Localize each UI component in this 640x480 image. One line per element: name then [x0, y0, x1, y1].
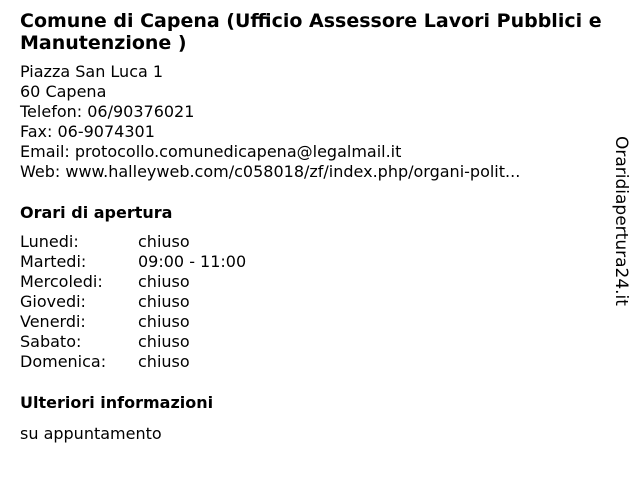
hours-day: Martedi:	[20, 252, 87, 271]
email-line: Email: protocollo.comunedicapena@legalmail.it	[20, 142, 402, 161]
hours-row	[20, 332, 620, 352]
brand-watermark: Oraridiapertura24.it	[611, 136, 631, 306]
city-line: 60 Capena	[20, 82, 107, 101]
hours-time: chiuso	[138, 292, 190, 311]
hours-time: chiuso	[138, 312, 190, 331]
hours-heading: Orari di apertura	[20, 203, 173, 222]
hours-day: Sabato:	[20, 332, 82, 351]
contact-block	[20, 62, 620, 182]
hours-time: 09:00 - 11:00	[138, 252, 247, 271]
hours-time: chiuso	[138, 352, 190, 371]
web-line: Web: www.halleyweb.com/c058018/zf/index.php/organi-polit...	[20, 162, 521, 181]
hours-day: Domenica:	[20, 352, 107, 371]
hours-row	[20, 292, 620, 312]
hours-day: Mercoledi:	[20, 272, 103, 291]
hours-time: chiuso	[138, 332, 190, 351]
hours-row	[20, 232, 620, 252]
hours-row	[20, 352, 620, 372]
hours-table	[20, 232, 620, 372]
hours-day: Venerdi:	[20, 312, 86, 331]
info-heading: Ulteriori informazioni	[20, 393, 214, 412]
hours-row	[20, 252, 620, 272]
content	[20, 10, 620, 444]
hours-day: Giovedi:	[20, 292, 86, 311]
hours-row	[20, 312, 620, 332]
hours-day: Lunedi:	[20, 232, 79, 251]
fax-line: Fax: 06-9074301	[20, 122, 155, 141]
address-line: Piazza San Luca 1	[20, 62, 164, 81]
phone-line: Telefon: 06/90376021	[20, 102, 195, 121]
page-title: Comune di Capena (Ufficio Assessore Lavori Pubblici e Manutenzione )	[20, 10, 602, 54]
info-text: su appuntamento	[20, 424, 162, 443]
hours-time: chiuso	[138, 232, 190, 251]
hours-row	[20, 272, 620, 292]
hours-time: chiuso	[138, 272, 190, 291]
